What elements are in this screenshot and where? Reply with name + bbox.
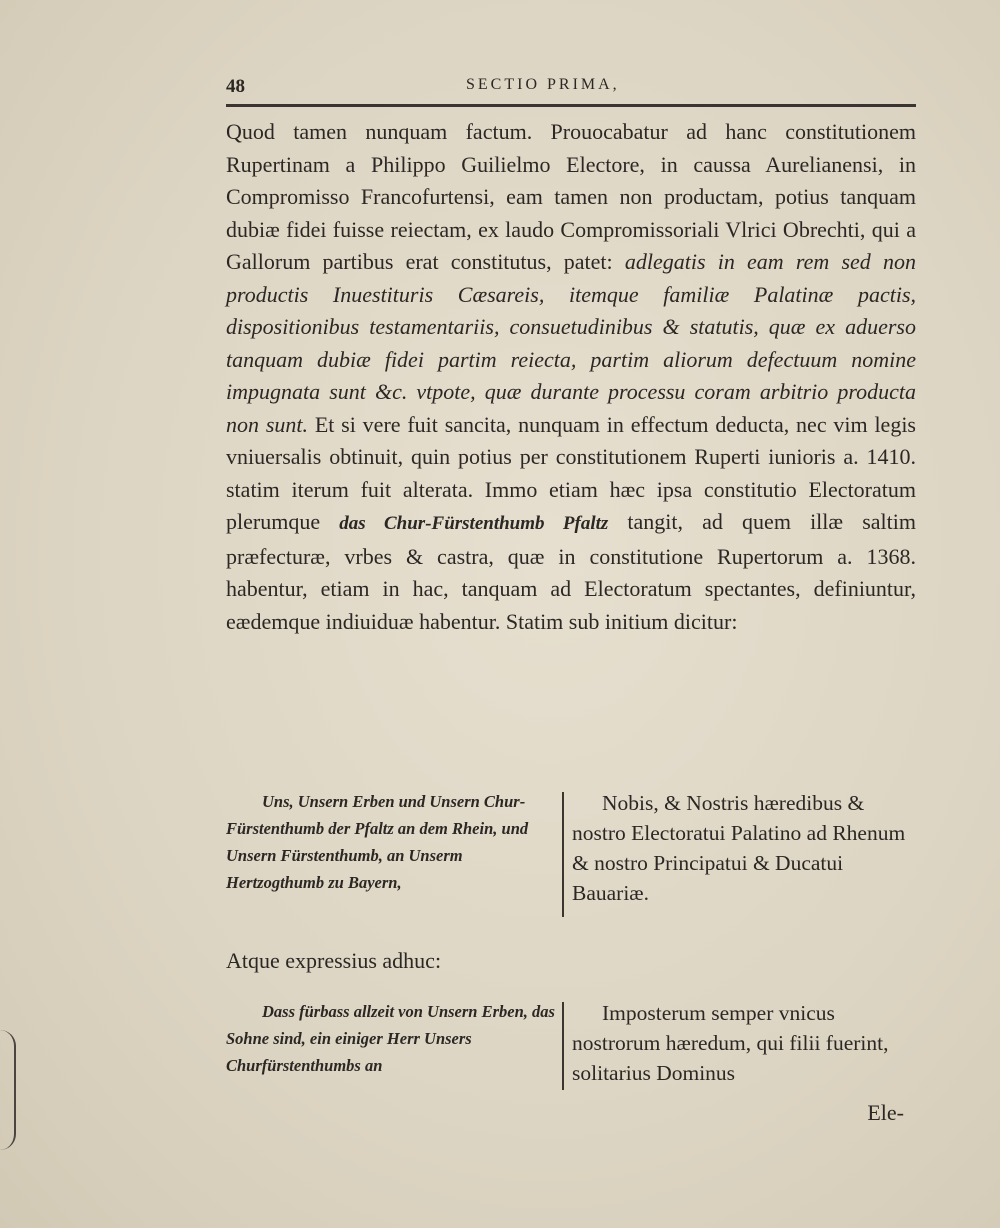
main-text-part-1: Quod tamen nunquam factum. Prouocabatur ad hanc constitutionem Rupertinam a Philippo Guilielmo Electore, in caussa Aurelianensi, in Compromisso Francofurtensi, eam tamen non productam, potius tanquam dubiæ fidei fuisse reiectam, ex laudo Compromissoriali Vlrici Obrechti, qui a Gallorum partibus erat constitutus, patet: bbox=[226, 119, 916, 274]
latin-quote-2: Imposterum semper vnicus nostrorum hæredum, qui filii fuerint, solitarius Dominus bbox=[572, 1001, 889, 1085]
latin-column-1 bbox=[572, 788, 912, 908]
latin-quote-1: Nobis, & Nostris hæredibus & nostro Electoratui Palatino ad Rhenum & nostro Principatui & Ducatui Bauariæ. bbox=[572, 791, 906, 905]
column-divider bbox=[562, 1002, 564, 1090]
latin-column-2 bbox=[572, 998, 912, 1088]
german-quote-2: Dass fürbass allzeit von Unsern Erben, das Sohne sind, ein einiger Herr Unsers Churfürstenthumbs an bbox=[226, 1002, 555, 1075]
catchword: Ele- bbox=[867, 1100, 904, 1125]
parallel-quote-2 bbox=[226, 998, 916, 1130]
column-divider bbox=[562, 792, 564, 917]
page-edge-curl bbox=[0, 1030, 16, 1150]
interlude-line: Atque expressius adhuc: bbox=[226, 948, 442, 973]
main-paragraph bbox=[226, 116, 916, 638]
main-text-part-5: tangit, ad quem illæ saltim præfecturæ, vrbes & castra, quæ in constitutione Rupertorum a. 1368. habentur, etiam in hac, tanquam ad Electoratum spectantes, definiuntur, eædemque indiuiduæ habentur. Statim sub initium dicitur: bbox=[226, 509, 916, 634]
parallel-quote-1 bbox=[226, 788, 916, 923]
german-column-1 bbox=[226, 788, 558, 896]
header-rule bbox=[226, 104, 916, 107]
page-number: 48 bbox=[226, 76, 245, 97]
quoted-laudum-text: adlegatis in eam rem sed non productis Inuestituris Cæsareis, itemque familiæ Palatinæ pactis, dispositionibus testamentariis, consuetudinibus & statutis, quæ ex aduerso tanquam dubiæ fidei partim reiecta, partim aliorum defectuum nomine impugnata sunt &c. vtpote, quæ durante processu coram arbitrio producta non sunt. bbox=[226, 249, 916, 437]
page-header bbox=[222, 74, 917, 104]
main-text-part-3: Et si vere fuit sancita, nunquam in effectum deducta, nec vim legis vniuersalis obtinuit, quin potius per constitutionem Ruperti iunioris a. 1410. statim iterum fuit alterata. Immo etiam hæc ipsa constitutio Electoratum plerumque bbox=[226, 411, 916, 534]
german-quote-1: Uns, Unsern Erben und Unsern Chur-Fürstenthumb der Pfaltz an dem Rhein, und Unsern Fürstenthumb, an Unserm Hertzogthumb zu Bayern, bbox=[226, 792, 529, 892]
running-head: SECTIO PRIMA, bbox=[466, 76, 620, 93]
german-term: das Chur-Fürstenthumb Pfaltz bbox=[339, 513, 609, 534]
german-column-2 bbox=[226, 998, 558, 1079]
